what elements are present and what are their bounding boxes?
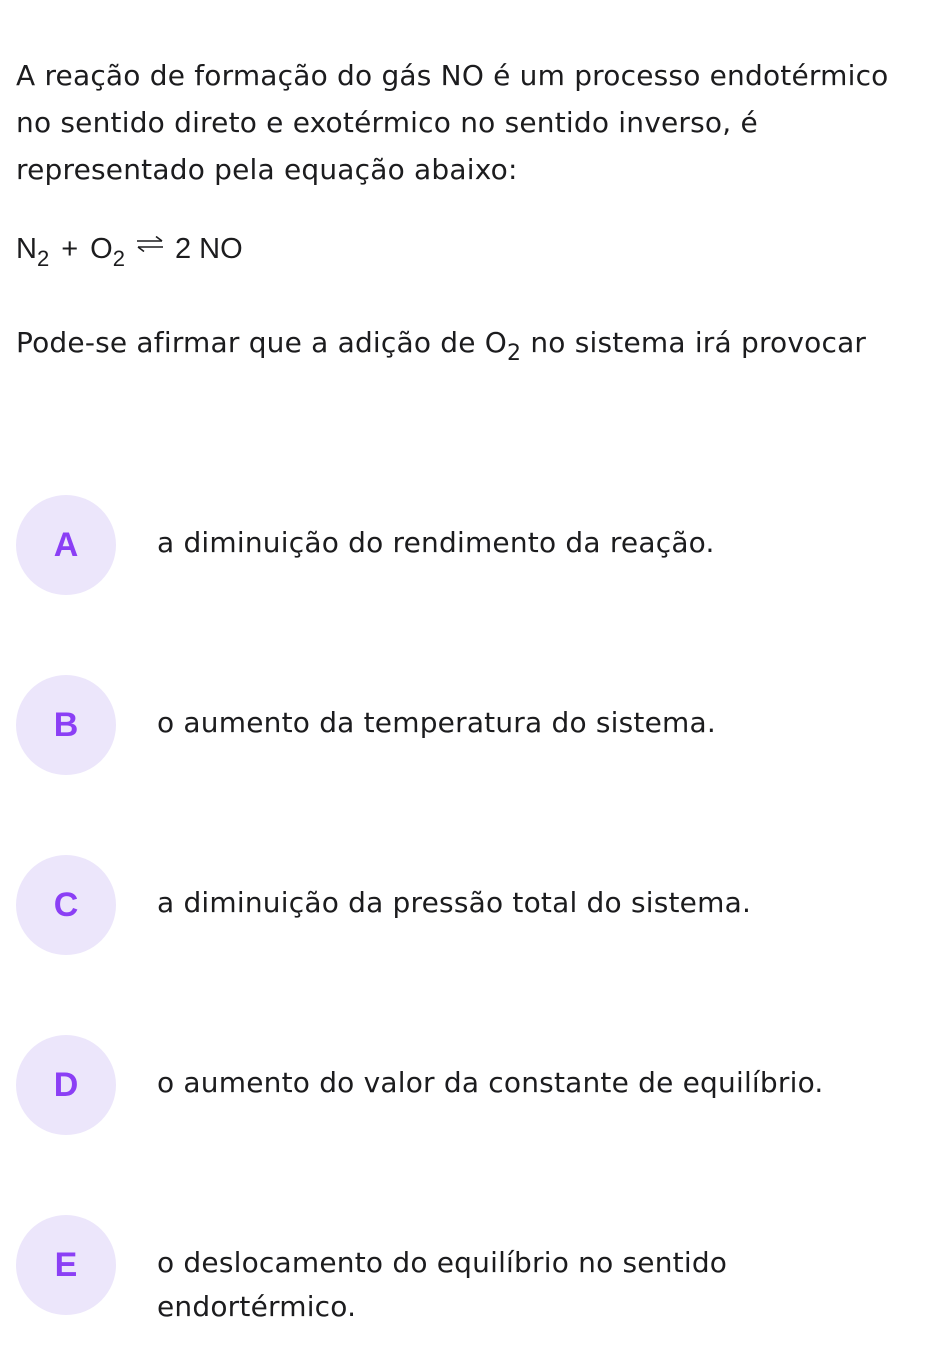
option-a-text: a diminuição do rendimento da reação. [157, 526, 715, 559]
option-b-letter-badge: B [16, 675, 116, 775]
question-statement: A reação de formação do gás NO é um processo endotérmico no sentido direto e exotérmico no sentido inverso, é representado pela equação abaixo: [16, 59, 889, 186]
reactant-n-subscript: 2 [36, 246, 50, 271]
option-a-letter-badge: A [16, 495, 116, 595]
question-prompt-subscript: 2 [507, 341, 522, 366]
reactant-o-subscript: 2 [112, 246, 125, 271]
option-a[interactable] [16, 495, 911, 595]
option-e[interactable] [16, 1215, 911, 1335]
option-c-letter-badge: C [16, 855, 116, 955]
option-b[interactable] [16, 675, 911, 775]
plus-sign: + [61, 233, 79, 265]
chemical-equation [16, 224, 243, 274]
option-e-text: o deslocamento do equilíbrio no sentido endortérmico. [157, 1246, 728, 1323]
option-c[interactable] [16, 855, 911, 955]
option-c-text: a diminuição da pressão total do sistema. [157, 886, 752, 919]
option-e-letter-badge: E [16, 1215, 116, 1315]
reactant-n: N [16, 233, 37, 265]
reactant-o: O [90, 233, 113, 265]
option-d[interactable] [16, 1035, 911, 1135]
option-d-text: o aumento do valor da constante de equilíbrio. [157, 1066, 824, 1099]
option-b-text: o aumento da temperatura do sistema. [157, 706, 716, 739]
product-no: 2 NO [174, 233, 243, 265]
question-prompt-end: no sistema irá provocar [521, 326, 867, 359]
question-prompt-start: Pode-se afirmar que a adição de O [16, 326, 508, 359]
equilibrium-arrow-icon [135, 236, 165, 252]
question-prompt [16, 316, 896, 369]
option-d-letter-badge: D [16, 1035, 116, 1135]
